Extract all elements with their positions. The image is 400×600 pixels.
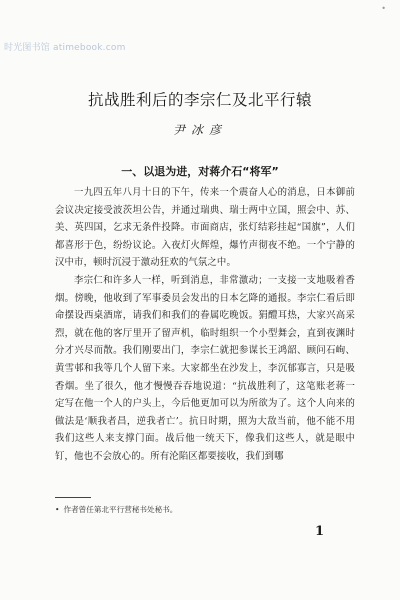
paragraph: 一九四五年八月十日的下午，传来一个震奋人心的消息，日本御前会议决定接受波茨坦公告，并通过瑞典、瑞士两中立国，照会中、苏、美、英四国，乞求无条件投降。市面商店，张灯结彩挂起“国旗”，人们都喜形于色，纷纷议论。入夜灯火辉煌，爆竹声彻夜不绝。一个宁静的汉中市，顿时沉浸于激动狂欢的气氛之中。 xyxy=(55,187,355,269)
footnote-text: 作者曾任第北平行营秘书处秘书。 xyxy=(63,505,178,514)
paragraph: 李宗仁和许多人一样，听到消息，非常激动；一支接一支地吸着香烟。傍晚，他收到了军事委员会发出的日本乞降的通报。李宗仁看后即命摆设西桌酒席，请我们和我们的眷属吃晚饭。狷醴耳热，大家兴高采烈，就在他的客厅里开了留声机，临时组织一个小型舞会，直到夜渊时分才兴尽而散。我们刚要出门，李宗仁就把参谋长王鸿韶、顾问石峋、黄雪邨和我等几个人留下来。大家都坐在沙发上，李沉郁寡言，只是吸香烟。坐了很久，他才慢慢吞吞地说道：“抗战胜利了，这笔账老蒋一定写在他一个人的户头上，今后他更加可以为所欲为了。这个人向来的做法是‘顺我者昌，逆我者亡’。抗日时期，照为大敌当前，他不能不用我们这些人来支撑门面。战后他一统天下，像我们这些人，就是眼中钉，他也不会放心的。所有沦陷区都要接收，我们到哪 xyxy=(55,274,355,462)
section-heading: 一、以退为进，对蒋介石“将军” xyxy=(121,165,279,178)
article-title: 抗战胜利后的李宗仁及北平行辕 xyxy=(87,91,312,109)
watermark-text: 时光图书馆 atimebook.com xyxy=(4,43,126,53)
body-text xyxy=(55,184,355,466)
footnote-divider xyxy=(55,497,91,498)
corner-mark: • xyxy=(381,4,386,13)
page-number: 1 xyxy=(315,524,325,539)
author-name: 尹冰彦 xyxy=(172,123,227,137)
footnote xyxy=(55,504,177,515)
footnote-bullet: • xyxy=(55,505,60,514)
